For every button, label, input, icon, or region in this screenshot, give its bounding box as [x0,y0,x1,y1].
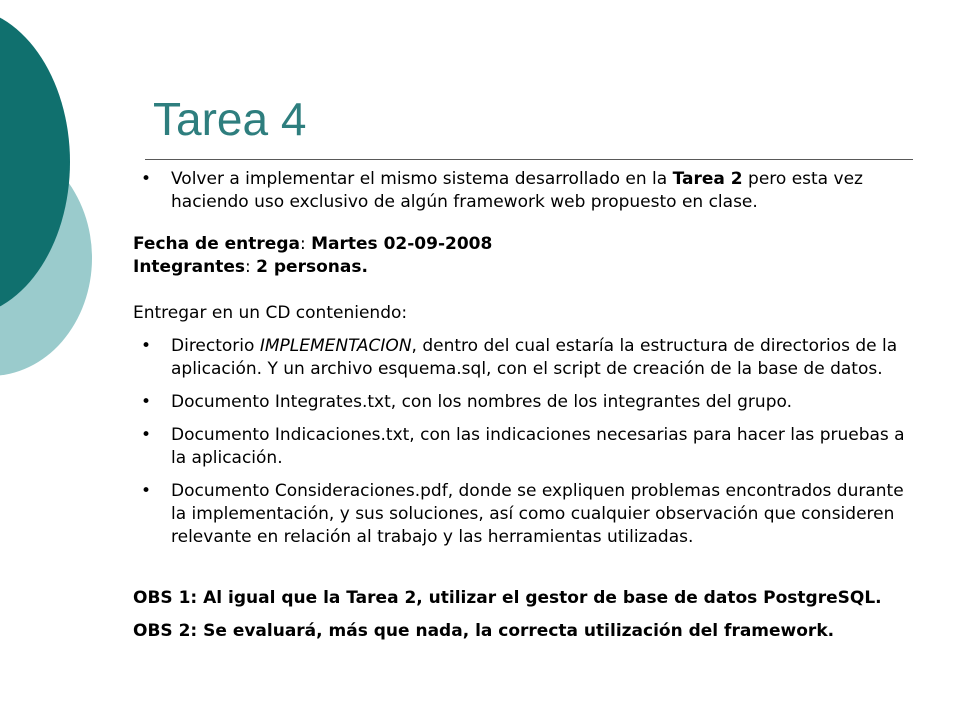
entregar-line: Entregar en un CD conteniendo: [133,303,408,323]
obs1-label: OBS 1 [133,588,191,608]
integrantes-line [133,256,913,279]
fecha-sep: : [299,234,312,254]
obs1-text: Al igual que la Tarea 2, utilizar el gestor de base de datos PostgreSQL. [203,588,882,608]
fecha-line [133,233,913,256]
obs2-sep: : [190,621,204,641]
directorio-post: , dentro del cual estaría la estructura de directorios de la aplicación. Y un archivo esquema.sql, con el script de creación de la base de datos. [171,336,898,379]
obs1-line [133,587,913,610]
list-item [133,391,913,414]
list-item [133,335,913,381]
slide-body [133,168,913,643]
obs2-text: Se evaluará, más que nada, la correcta utilización del framework. [203,621,835,641]
bullet-dot: • [141,481,152,501]
integrates-text: Documento Integrates.txt, con los nombres de los integrantes del grupo. [171,392,792,412]
bullet-dot: • [141,425,152,445]
indicaciones-text: Documento Indicaciones.txt, con las indicaciones necesarias para hacer las pruebas a la aplicación. [171,425,905,468]
integrantes-label: Integrantes [133,257,245,277]
obs2-line [133,620,913,643]
slide-title: Tarea 4 [153,93,307,145]
intro-pre: Volver a implementar el mismo sistema desarrollado en la [171,169,673,189]
obs2-label: OBS 2 [133,621,191,641]
bullet-dot: • [141,169,152,189]
intro-bold: Tarea 2 [672,169,743,189]
list-item [133,480,913,549]
directorio-pre: Directorio [171,336,260,356]
integrantes-sep: : [245,257,257,277]
fecha-label: Fecha de entrega [133,234,300,254]
intro-post: pero esta vez haciendo uso exclusivo de algún framework web propuesto en clase. [171,169,863,212]
intro-bullet [133,168,913,214]
fecha-value: Martes 02-09-2008 [311,234,493,254]
bullet-dot: • [141,392,152,412]
list-item [133,424,913,470]
title-divider [145,159,913,160]
integrantes-value: 2 personas. [256,257,368,277]
directorio-italic: IMPLEMENTACION [259,336,412,356]
obs1-sep: : [190,588,204,608]
consideraciones-text: Documento Consideraciones.pdf, donde se expliquen problemas encontrados durante la implementación, y sus soluciones, así como cualquier observación que consideren relevante en relación al trabajo y las herramientas utilizadas. [171,481,904,547]
bullet-dot: • [141,336,152,356]
